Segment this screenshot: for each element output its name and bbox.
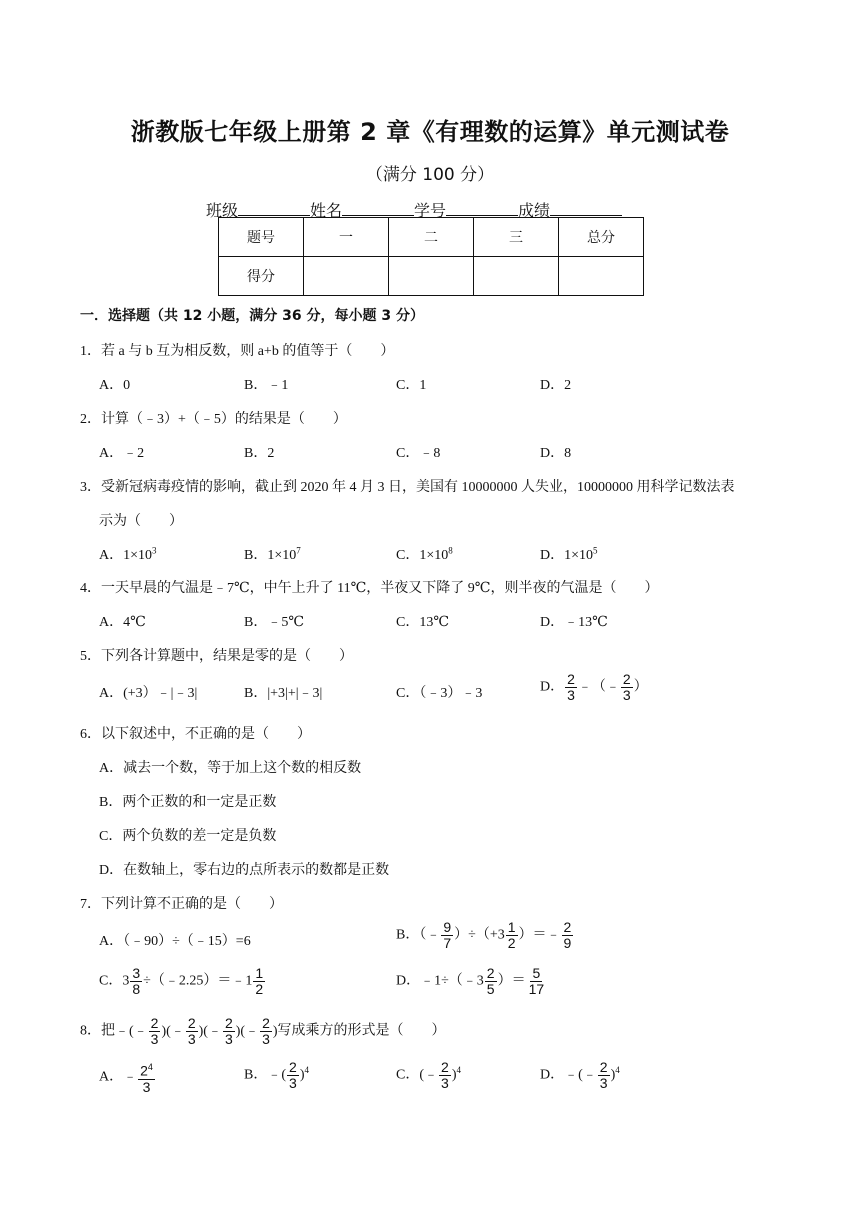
score-cell[interactable] xyxy=(304,257,389,296)
numerator: 2 xyxy=(486,965,495,981)
q4-option-b[interactable]: B．﹣5℃ xyxy=(244,615,304,630)
q1-option-c[interactable]: C．1 xyxy=(396,378,427,393)
q2-option-d[interactable]: D．8 xyxy=(540,446,572,461)
numerator: 1 xyxy=(255,965,264,981)
class-blank[interactable] xyxy=(238,201,310,216)
score-header-cell: 二 xyxy=(389,218,474,257)
q8-prefix: 8．把 xyxy=(80,1023,115,1039)
question-8-stem xyxy=(80,1016,446,1047)
denominator: 3 xyxy=(289,1075,297,1091)
q7-b-prefix: B．（﹣ xyxy=(396,927,441,943)
q3-option-b[interactable] xyxy=(244,544,301,564)
q8-a-exponent: 4 xyxy=(147,1062,153,1072)
question-3-stem-line2: 示为（ ） xyxy=(99,514,183,529)
numerator: 5 xyxy=(532,965,541,981)
question-2-stem: 2．计算（﹣3）+（﹣5）的结果是（ ） xyxy=(80,412,347,427)
q7-b-middle2: ）＝﹣ xyxy=(518,927,561,943)
q8-c-prefix: C． xyxy=(396,1067,420,1083)
denominator: 3 xyxy=(622,687,631,703)
name-label: 姓名 xyxy=(310,201,343,220)
q7-c-prefix: C．3 xyxy=(99,973,130,989)
name-blank[interactable] xyxy=(342,201,414,216)
q8-b-prefix: B． xyxy=(244,1067,268,1083)
numerator: 2 xyxy=(563,919,572,935)
numerator: 2 xyxy=(599,1059,608,1075)
numerator: 2 xyxy=(187,1015,196,1031)
q5-option-c[interactable]: C．（﹣3）﹣3 xyxy=(396,686,483,701)
q2-option-a[interactable]: A．﹣2 xyxy=(99,446,145,461)
fraction xyxy=(562,920,574,951)
q5-option-a[interactable]: A．(+3）﹣|﹣3| xyxy=(99,686,198,701)
q7-option-d[interactable] xyxy=(396,966,547,997)
numerator: 2 xyxy=(224,1015,233,1031)
numerator xyxy=(138,1060,155,1080)
q4-option-d[interactable]: D．﹣13℃ xyxy=(540,615,608,630)
q3-a-exponent: 3 xyxy=(152,545,157,556)
q7-b-middle: ）÷（+3 xyxy=(454,927,505,943)
q7-d-prefix: D．﹣1÷（﹣3 xyxy=(396,973,484,989)
q7-option-b[interactable] xyxy=(396,920,574,951)
q5-d-suffix: ） xyxy=(633,679,648,695)
question-6-stem: 6．以下叙述中，不正确的是（ ） xyxy=(80,727,311,742)
q4-option-c[interactable]: C．13℃ xyxy=(396,615,449,630)
denominator: 3 xyxy=(441,1075,449,1091)
numerator: 2 xyxy=(150,1015,159,1031)
denominator: 3 xyxy=(224,1031,233,1047)
score-cell[interactable] xyxy=(389,257,474,296)
q3-option-c[interactable] xyxy=(396,544,453,564)
denominator: 8 xyxy=(132,981,141,997)
q5-option-b[interactable]: B．|+3|+|﹣3| xyxy=(244,686,323,701)
exponent: 4 xyxy=(456,1065,461,1076)
fraction xyxy=(485,966,497,997)
exponent: 4 xyxy=(615,1065,620,1076)
score-header-cell: 总分 xyxy=(559,218,644,257)
q6-option-d[interactable]: D．在数轴上，零右边的点所表示的数都是正数 xyxy=(99,863,390,878)
q6-option-b[interactable]: B．两个正数的和一定是正数 xyxy=(99,795,277,810)
score-header-cell: 一 xyxy=(304,218,389,257)
q2-option-c[interactable]: C．﹣8 xyxy=(396,446,441,461)
fraction xyxy=(260,1016,272,1047)
q6-option-a[interactable]: A．减去一个数，等于加上这个数的相反数 xyxy=(99,761,362,776)
denominator: 3 xyxy=(142,1078,151,1095)
exponent: 4 xyxy=(304,1065,309,1076)
q8-factor-close: ) xyxy=(161,1023,167,1039)
fraction xyxy=(527,966,547,997)
question-1-stem: 1．若 a 与 b 互为相反数，则 a+b 的值等于（ ） xyxy=(80,344,395,359)
fraction xyxy=(287,1060,299,1091)
page-subtitle: （满分 100 分） xyxy=(365,165,495,185)
score-row-label: 得分 xyxy=(219,257,304,296)
q1-option-b[interactable]: B．﹣1 xyxy=(244,378,289,393)
score-header-cell: 题号 xyxy=(219,218,304,257)
score-table xyxy=(218,217,644,296)
fraction xyxy=(253,966,265,997)
q3-d-exponent: 5 xyxy=(593,545,598,556)
denominator: 2 xyxy=(255,981,264,997)
q3-c-base: C．1×10 xyxy=(396,548,449,563)
q6-option-c[interactable]: C．两个负数的差一定是负数 xyxy=(99,829,277,844)
denominator: 17 xyxy=(528,981,545,997)
q3-option-a[interactable] xyxy=(99,544,157,564)
q8-a-base: 2 xyxy=(140,1062,148,1079)
score-table-score-row xyxy=(219,257,644,296)
q3-c-exponent: 8 xyxy=(448,545,453,556)
denominator: 5 xyxy=(486,981,495,997)
q5-option-d[interactable] xyxy=(540,672,648,703)
q1-option-d[interactable]: D．2 xyxy=(540,378,572,393)
q8-expression: ﹣(﹣ $\frac{2}{3}$ )(﹣ $\frac{2}{3}$ )(﹣ $\frac{2}{3}$ )(﹣ $\frac{2}{3}$ ) xyxy=(115,1015,278,1047)
numerator: 2 xyxy=(567,671,575,687)
q3-option-d[interactable] xyxy=(540,544,598,564)
q7-c-middle: ÷（﹣2.25）＝﹣1 xyxy=(143,973,253,989)
section-heading: 一．选择题（共 12 小题，满分 36 分，每小题 3 分） xyxy=(80,308,424,324)
numerator: 2 xyxy=(289,1059,297,1075)
q2-option-b[interactable]: B．2 xyxy=(244,446,275,461)
fraction xyxy=(439,1060,451,1091)
fraction xyxy=(186,1016,198,1047)
denominator: 2 xyxy=(507,935,516,951)
fraction xyxy=(223,1016,235,1047)
question-3-stem-line1: 3．受新冠病毒疫情的影响，截止到 2020 年 4 月 3 日，美国有 10000000 人失业，10000000 用科学记数法表 xyxy=(80,480,735,495)
denominator: 3 xyxy=(599,1075,608,1091)
q8-option-d[interactable]: D．﹣(﹣ $\frac{2}{3}$ )$^4$ xyxy=(540,1059,620,1091)
q8-suffix: 写成乘方的形式是（ ） xyxy=(277,1023,446,1039)
q8-option-c[interactable]: C．(﹣ $\frac{2}{3}$ )$^4$ xyxy=(396,1059,461,1091)
fraction xyxy=(621,672,633,703)
q3-d-base: D．1×10 xyxy=(540,548,594,563)
denominator: 3 xyxy=(187,1031,196,1047)
numerator: 9 xyxy=(443,919,452,935)
q8-factor-sign: ﹣(﹣ xyxy=(115,1023,148,1039)
fraction xyxy=(130,966,142,997)
fraction xyxy=(506,920,518,951)
numerator: 3 xyxy=(132,965,141,981)
numerator: 2 xyxy=(622,671,631,687)
class-label: 班级 xyxy=(206,201,239,220)
q8-option-a[interactable]: A．﹣ $\frac{2^4}{3}$ xyxy=(99,1062,153,1095)
q7-option-a[interactable]: A．（﹣90）÷（﹣15）=6 xyxy=(99,934,251,949)
q5-d-middle: ﹣（﹣ xyxy=(577,679,620,695)
q7-option-c[interactable] xyxy=(99,966,266,997)
question-5-stem: 5．下列各计算题中，结果是零的是（ ） xyxy=(80,649,353,664)
q5-d-prefix: D． xyxy=(540,679,565,695)
denominator: 3 xyxy=(262,1031,270,1047)
score-table-header-row xyxy=(219,218,644,257)
denominator: 3 xyxy=(150,1031,159,1047)
page-title: 浙教版七年级上册第 2 章《有理数的运算》单元测试卷 xyxy=(130,118,730,146)
q7-d-middle: ）＝ xyxy=(497,973,526,989)
fraction xyxy=(138,1060,155,1095)
fraction xyxy=(441,920,453,951)
denominator: 7 xyxy=(443,935,452,951)
q8-d-prefix: D． xyxy=(540,1067,565,1083)
score-cell[interactable] xyxy=(474,257,559,296)
q8-option-b[interactable]: B．﹣( $\frac{2}{3}$ )$^4$ xyxy=(244,1059,309,1091)
numerator: 2 xyxy=(262,1015,270,1031)
numerator: 1 xyxy=(507,919,516,935)
score-header-cell: 三 xyxy=(474,218,559,257)
fraction xyxy=(598,1060,610,1091)
numerator: 2 xyxy=(441,1059,449,1075)
q3-b-exponent: 7 xyxy=(296,545,301,556)
grade-label: 成绩 xyxy=(518,201,551,220)
id-label: 学号 xyxy=(414,201,447,220)
q3-b-base: B．1×10 xyxy=(244,548,297,563)
id-blank[interactable] xyxy=(446,201,518,216)
q1-option-a[interactable]: A．0 xyxy=(99,378,131,393)
grade-blank[interactable] xyxy=(550,201,622,216)
score-cell[interactable] xyxy=(559,257,644,296)
question-4-stem: 4．一天早晨的气温是﹣7℃，中午上升了 11℃，半夜又下降了 9℃，则半夜的气温是（ ） xyxy=(80,581,659,596)
denominator: 3 xyxy=(567,687,575,703)
q3-a-base: A．1×10 xyxy=(99,548,153,563)
q4-option-a[interactable]: A．4℃ xyxy=(99,615,146,630)
fraction xyxy=(565,672,577,703)
fraction xyxy=(149,1016,161,1047)
question-7-stem: 7．下列计算不正确的是（ ） xyxy=(80,897,283,912)
denominator: 9 xyxy=(563,935,572,951)
q8-a-prefix: A． xyxy=(99,1069,124,1085)
